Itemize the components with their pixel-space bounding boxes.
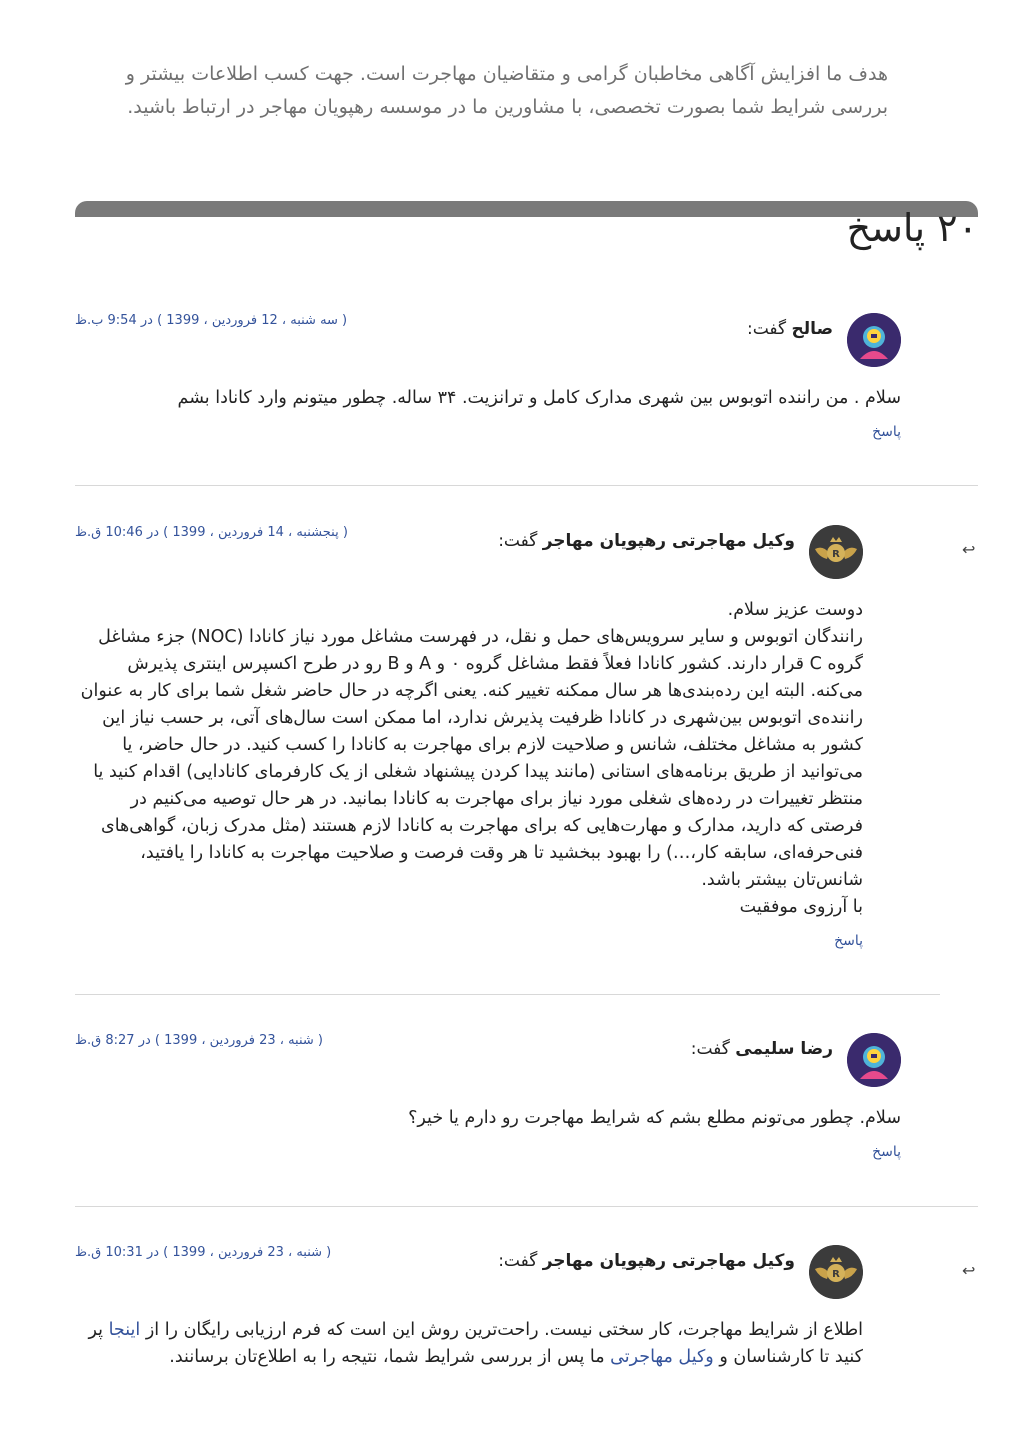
section-divider: [75, 201, 978, 217]
author-name: وکیل مهاجرتی رهپویان مهاجر: [542, 531, 795, 551]
said-label: گفت:: [747, 319, 787, 339]
nested-reply-arrow-icon: ↩: [962, 1261, 976, 1280]
comment-separator: [75, 994, 940, 995]
comment-text: [75, 1317, 863, 1371]
comment-text-part: پر کنید تا کارشناسان و: [88, 1320, 863, 1367]
comment-text: با آرزوی موفقیت: [739, 897, 863, 917]
comment-separator: [75, 485, 978, 486]
comment-date-link[interactable]: ( سه شنبه ، 12 فروردین ، 1399 ) در 9:54 ب.ظ: [75, 313, 348, 328]
comment-text: دوست عزیز سلام.: [727, 600, 863, 620]
author-name: وکیل مهاجرتی رهپویان مهاجر: [542, 1251, 795, 1271]
reply-link[interactable]: پاسخ: [834, 933, 863, 949]
comment-author: [498, 531, 795, 551]
comment-item: [75, 1245, 863, 1371]
comment-item: [75, 313, 901, 440]
author-name: رضا سلیمی: [735, 1039, 833, 1059]
svg-text:R: R: [832, 1269, 840, 1280]
comment-item: [75, 1033, 901, 1160]
comment-date-link[interactable]: ( پنجشنبه ، 14 فروردین ، 1399 ) در 10:46 ق.ظ: [75, 525, 348, 540]
comment-author: [747, 319, 833, 339]
comment-text: سلام. چطور می‌تونم مطلع بشم که شرایط مهاجرت رو دارم یا خیر؟: [408, 1108, 901, 1128]
admin-avatar-icon: [809, 1245, 863, 1299]
comment-text: رانندگان اتوبوس و سایر سرویس‌های حمل و نقل، در فهرست مشاغل مورد نیاز کانادا (NOC) جزء مشاغل گروه C قرار دارند. کشور کانادا فعلاً فقط مشاغل گروه ۰ و A و B رو در طرح اکسپرس اینتری پذیرش می‌کنه. البته این رده‌بندی‌ها هر سال ممکنه تغییر کنه. یعنی اگرچه در حال حاضر شغل شما برای کار به عنوان راننده‌ی اتوبوس بین‌شهری در کانادا ظرفیت پذیرش ندارد، اما ممکن است سال‌های آتی، بر حسب نیاز این کشور به مشاغل مختلف، شانس و صلاحیت لازم برای مهاجرت به کانادا را کسب کنید. در حال حاضر، یا می‌توانید از طریق برنامه‌های استانی (مانند پیدا کردن پیشنهاد شغلی از یک کارفرمای کانادایی) اقدام کنید یا منتظر تغییرات در رده‌های شغلی مورد نیاز برای مهاجرت به کانادا بمانید. در هر حال توصیه می‌کنیم در فرصتی که دارید، مدارک و مهارت‌هایی که برای مهاجرت به کانادا لازم هستند (مثل مدرک زبان، گواهی‌های فنی‌حرفه‌ای، سابقه کار،…) را بهبود ببخشید تا هر وقت فرصت و صلاحیت مهاجرت به کانادا را یافتید، شانس‌تان بیشتر باشد.: [80, 627, 863, 890]
intro-paragraph: هدف ما افزایش آگاهی مخاطبان گرامی و متقاضیان مهاجرت است. جهت کسب اطلاعات بیشتر و بررسی شرایط شما بصورت تخصصی، با مشاورین ما در موسسه رهپویان مهاجر در ارتباط باشید.: [125, 63, 888, 118]
comment-item: [75, 525, 863, 949]
comment-date-link[interactable]: ( شنبه ، 23 فروردین ، 1399 ) در 8:27 ق.ظ: [75, 1033, 323, 1048]
said-label: گفت:: [690, 1039, 730, 1059]
comment-author: [498, 1251, 795, 1271]
said-label: گفت:: [498, 1251, 538, 1271]
svg-text:R: R: [832, 549, 840, 560]
comment-text-part: اطلاع از شرایط مهاجرت، کار سختی نیست. راحت‌ترین روش این است که فرم ارزیابی رایگان را از: [140, 1320, 863, 1340]
user-avatar-icon: [847, 313, 901, 367]
reply-link[interactable]: پاسخ: [872, 1144, 901, 1160]
comment-date-link[interactable]: ( شنبه ، 23 فروردین ، 1399 ) در 10:31 ق.ظ: [75, 1245, 332, 1260]
free-assessment-link[interactable]: اینجا: [108, 1320, 141, 1340]
comment-text: سلام . من راننده اتوبوس بین شهری مدارک کامل و ترانزیت. ۳۴ ساله. چطور میتونم وارد کانادا بشم: [177, 388, 901, 408]
nested-reply-arrow-icon: ↩: [962, 540, 976, 559]
comment-author: [691, 1039, 833, 1059]
admin-avatar-icon: [809, 525, 863, 579]
user-avatar-icon: [847, 1033, 901, 1087]
comments-count-title: ۲۰ پاسخ: [846, 206, 978, 250]
immigration-lawyer-link[interactable]: وکیل مهاجرتی: [610, 1347, 714, 1367]
comment-text-part: ما پس از بررسی شرایط شما، نتیجه را به اطلاع‌تان برسانند.: [169, 1347, 611, 1367]
said-label: گفت:: [498, 531, 538, 551]
reply-link[interactable]: پاسخ: [872, 424, 901, 440]
comment-separator: [75, 1206, 978, 1207]
author-name: صالح: [791, 319, 833, 339]
